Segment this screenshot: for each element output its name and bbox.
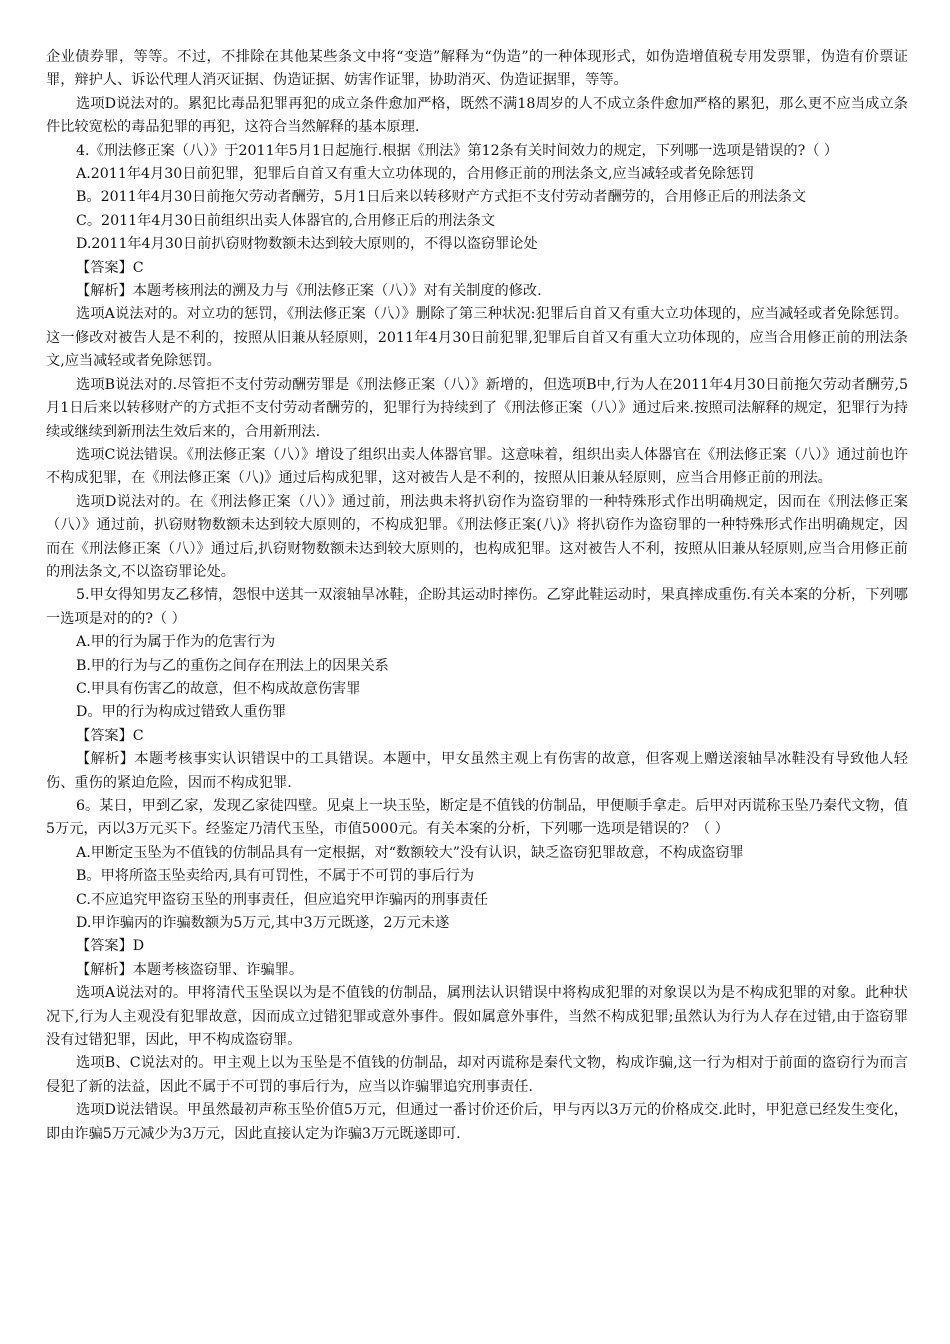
question-4-option-d: D.2011年4月30日前扒窃财物数额未达到较大原则的，不得以盗窃罪论处 [76,236,538,253]
question-6-option-a: A.甲断定玉坠为不值钱的仿制品具有一定根据，对“数额较大”没有认识，缺乏盗窃犯罪故意，不构成盗窃罪 [76,844,744,861]
question-4-explanation: 【解析】本题考核刑法的溯及力与《刑法修正案（八）》对有关制度的修改. [76,283,542,300]
question-6-option-b: B。甲将所盗玉坠卖给丙,具有可罚性，不属于不可罚的事后行为 [76,868,475,885]
question-5-explanation: 【解析】本题考核事实认识错误中的工具错误。本题中，甲女虽然主观上有伤害的故意，但客观上赠送滚轴旱冰鞋没有导致他人轻伤、重伤的紧迫危险，因而不构成犯罪. [46,751,908,791]
question-4-analysis-c: 选项C说法错误。《刑法修正案（八）》增设了组织出卖人体器官罪。这意味着，组织出卖人体器官在《刑法修正案（八）》通过前也许不构成犯罪，在《刑法修正案（八)》通过后构成犯罪，这对被告人是不利的，按照从旧兼从轻原则，应当合用修正前的刑法。 [46,446,908,487]
question-4-analysis-b: 选项B说法对的.尽管拒不支付劳动酬劳罪是《刑法修正案（八）》新增的，但选项B中,行为人在2011年4月30日前拖欠劳动者酬劳,5月1日后来以转移财产的方式拒不支付劳动者酬劳的，犯罪行为持续到了《刑法修正案（八）》通过后来.按照司法解释的规定，犯罪行为持续或继续到新刑法生效后来的，合用新刑法. [46,376,908,440]
question-5-option-a: A.甲的行为属于作为的危害行为 [76,634,276,651]
question-4-option-a: A.2011年4月30日前犯罪，犯罪后自首又有重大立功体现的，合用修正前的刑法条文,应当减轻或者免除惩罚 [76,166,755,183]
question-6-analysis-a: 选项A说法对的。甲将清代玉坠误以为是不值钱的仿制品，属刑法认识错误中将构成犯罪的对象误以为是不构成犯罪的对象。此种状况下,行为人主观没有犯罪故意，因而成立过错犯罪或意外事件。假如属意外事件，当然不构成犯罪;虽然认为行为人存在过错,由于盗窃罪没有过错犯罪，因此，甲不构成盗窃罪。 [46,985,908,1049]
question-4-analysis-d: 选项D说法对的。在《刑法修正案（八）》通过前，刑法典未将扒窃作为盗窃罪的一种特殊形式作出明确规定，因而在《刑法修正案（八）》通过前，扒窃财物数额未达到较大原则的，不构成犯罪。《刑法修正案(八)》将扒窃作为盗窃罪的一种特殊形式作出明确规定，因而在《刑法修正案（八）》通过后,扒窃财物数额未达到较大原则的，也构成犯罪。这对被告人不利，按照从旧兼从轻原则,应当合用修正前的刑法条文,不以盗窃罪论处。 [46,493,908,580]
question-6: 6。某日，甲到乙家，发现乙家徒四壁。见桌上一块玉坠，断定是不值钱的仿制品，甲便顺手拿走。后甲对丙谎称玉坠乃秦代文物，值5万元，丙以3万元买下。经鉴定乃清代玉坠，市值5000元。有关本案的分析，下列哪一选项是错误的？（ ） [46,798,908,838]
question-6-option-d: D.甲诈骗丙的诈骗数额为5万元,其中3万元既遂，2万元未遂 [76,915,450,932]
question-5-option-c: C.甲具有伤害乙的故意，但不构成故意伤害罪 [76,680,361,697]
question-5-option-b: B.甲的行为与乙的重伤之间存在刑法上的因果关系 [76,657,389,674]
question-5-answer: 【答案】C [76,727,144,744]
document-page [46,46,908,1146]
question-4-option-c: C。2011年4月30日前组织出卖人体器官的,合用修正后的刑法条文 [76,212,496,229]
question-4-answer: 【答案】C [76,259,144,276]
question-6-explanation: 【解析】本题考核盗窃罪、诈骗罪。 [76,961,304,978]
question-6-answer: 【答案】D [76,938,145,955]
question-4-option-b: B。2011年4月30日前拖欠劳动者酬劳，5月1日后来以转移财产方式拒不支付劳动者酬劳的，合用修正后的刑法条文 [76,189,807,206]
paragraph-continuation: 企业债券罪，等等。不过，不排除在其他某些条文中将“变造”解释为“伪造”的一种体现形式，如伪造增值税专用发票罪，伪造有价票证罪，辩护人、诉讼代理人消灭证据、伪造证据、妨害作证罪，协助消灭、伪造证据罪，等等。 [46,49,908,89]
question-6-option-c: C.不应追究甲盗窃玉坠的刑事责任，但应追究甲诈骗丙的刑事责任 [76,891,489,908]
question-6-analysis-bc: 选项B、C说法对的。甲主观上以为玉坠是不值钱的仿制品，却对丙谎称是秦代文物，构成诈骗,这一行为相对于前面的盗窃行为而言侵犯了新的法益，因此不属于不可罚的事后行为，应当以诈骗罪追究刑事责任. [46,1055,908,1095]
question-5-option-d: D。甲的行为构成过错致人重伤罪 [76,704,287,721]
question-5: 5.甲女得知男友乙移情，怨恨中送其一双滚轴旱冰鞋，企盼其运动时摔伤。乙穿此鞋运动时，果真摔成重伤.有关本案的分析，下列哪一选项是对的的?（ ） [46,587,908,627]
question-4-analysis-a: 选项A说法对的。对立功的惩罚，《刑法修正案（八）》删除了第三种状况:犯罪后自首又有重大立功体现的，应当减轻或者免除惩罚。这一修改对被告人是不利的，按照从旧兼从轻原则，2011年4月30日前犯罪,犯罪后自首又有重大立功体现的，应当合用修正前的刑法条文,应当减轻或者免除惩罚。 [46,306,908,370]
question-4: 4.《刑法修正案（八）》于2011年5月1日起施行.根据《刑法》第12条有关时间效力的规定，下列哪一选项是错误的?（ ） [76,142,839,159]
paragraph-option-d-analysis: 选项D说法对的。累犯比毒品犯罪再犯的成立条件愈加严格，既然不满18周岁的人不成立条件愈加严格的累犯，那么更不应当成立条件比较宽松的毒品犯罪的再犯，这符合当然解释的基本原理. [46,95,908,136]
question-6-analysis-d: 选项D说法错误。甲虽然最初声称玉坠价值5万元，但通过一番讨价还价后，甲与丙以3万元的价格成交.此时，甲犯意已经发生变化，即由诈骗5万元减少为3万元，因此直接认定为诈骗3万元既遂即可. [46,1102,908,1142]
